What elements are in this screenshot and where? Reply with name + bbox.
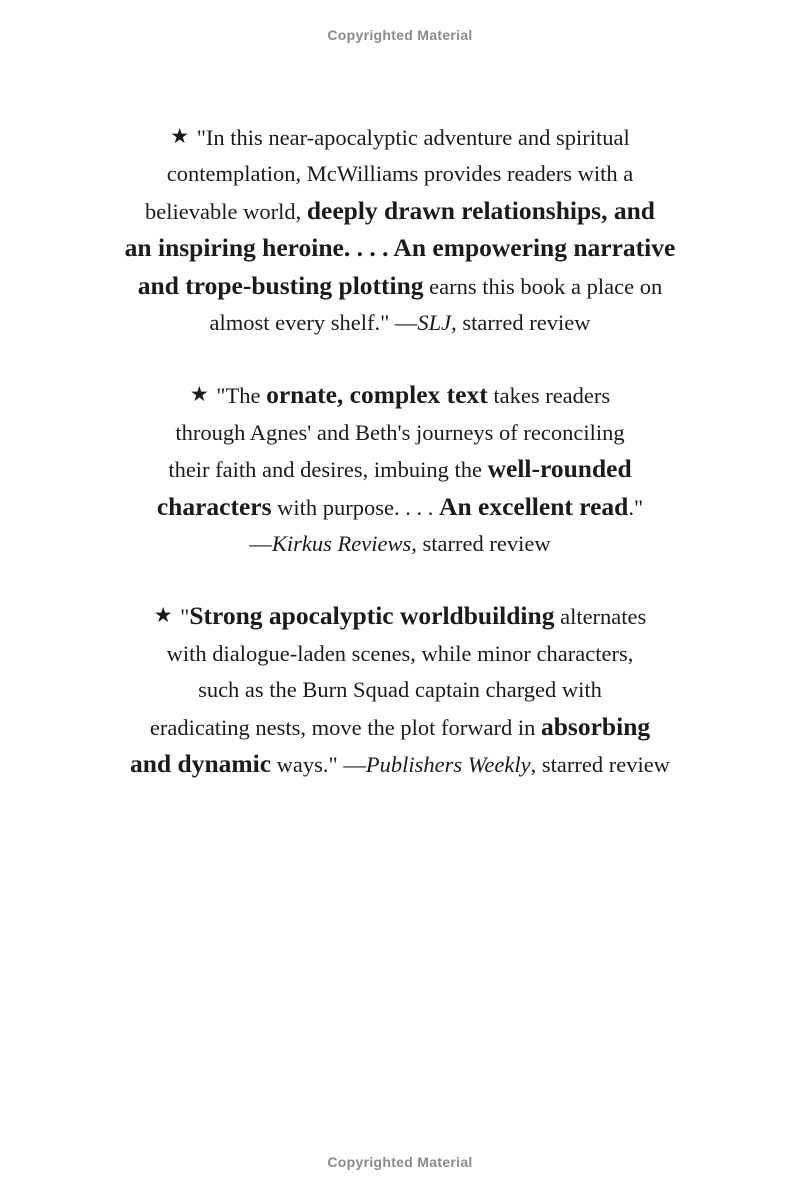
review-quote [0, 598, 800, 783]
quote-text: , starred review [451, 310, 591, 336]
review-quote [0, 120, 800, 341]
quote-emphasis: Strong apocalyptic worldbuilding [189, 601, 555, 631]
quote-line [0, 526, 800, 562]
quote-text: , starred review [411, 531, 551, 557]
quote-line [0, 415, 800, 451]
star-icon: ★ [153, 603, 173, 628]
copyright-notice-bottom: Copyrighted Material [327, 1154, 473, 1170]
quote-text: with purpose. . . . [271, 494, 440, 520]
quote-line [0, 230, 800, 267]
quote-emphasis: ornate, complex text [266, 380, 488, 410]
quote-emphasis: an inspiring heroine. . . . An empowering narrative [124, 233, 676, 263]
review-quotes-section [0, 120, 800, 820]
quote-emphasis: characters [156, 491, 272, 521]
quote-line [0, 268, 800, 305]
quote-line [0, 636, 800, 672]
star-icon: ★ [170, 124, 190, 148]
quote-line [0, 746, 800, 783]
quote-text: earns this book a place on [423, 273, 663, 299]
quote-line [0, 193, 800, 230]
quote-text: "In this near-apocalyptic adventure and spiritual [191, 125, 630, 150]
quote-line [0, 305, 800, 341]
quote-text: alternates [554, 604, 647, 630]
quote-text: " [174, 604, 190, 630]
quote-emphasis: deeply drawn relationships, and [306, 195, 655, 225]
quote-text: almost every shelf." — [209, 310, 418, 336]
review-source: Publishers Weekly [365, 752, 531, 778]
quote-text: such as the Burn Squad captain charged with [198, 677, 602, 703]
quote-text: believable world, [145, 198, 307, 224]
quote-text: eradicating nests, move the plot forward in [149, 714, 541, 740]
review-source: Kirkus Reviews [271, 531, 412, 557]
quote-text: , starred review [530, 752, 670, 778]
quote-line [0, 451, 800, 488]
quote-emphasis: An excellent read [439, 491, 629, 521]
quote-text: ." [628, 494, 644, 520]
quote-text: takes readers [487, 383, 611, 409]
quote-emphasis: and trope-busting plotting [137, 270, 424, 300]
quote-line [0, 709, 800, 746]
copyright-notice-top: Copyrighted Material [327, 27, 473, 43]
quote-text: — [249, 531, 272, 557]
quote-text: with dialogue-laden scenes, while minor characters, [166, 640, 634, 666]
quote-line [0, 598, 800, 635]
quote-emphasis: and dynamic [130, 749, 272, 779]
quote-line [0, 489, 800, 526]
quote-line [0, 156, 800, 192]
quote-line [0, 120, 800, 156]
quote-text: ways." — [271, 752, 366, 778]
quote-text: their faith and desires, imbuing the [168, 457, 488, 483]
quote-line [0, 672, 800, 708]
quote-text: contemplation, McWilliams provides readers with a [166, 161, 634, 187]
review-quote [0, 377, 800, 562]
quote-text: "The [210, 383, 267, 409]
quote-line [0, 377, 800, 414]
star-icon: ★ [189, 382, 209, 407]
quote-text: through Agnes' and Beth's journeys of reconciling [175, 419, 625, 445]
quote-emphasis: well-rounded [487, 454, 632, 484]
quote-emphasis: absorbing [541, 711, 651, 741]
review-source: SLJ [417, 310, 452, 336]
